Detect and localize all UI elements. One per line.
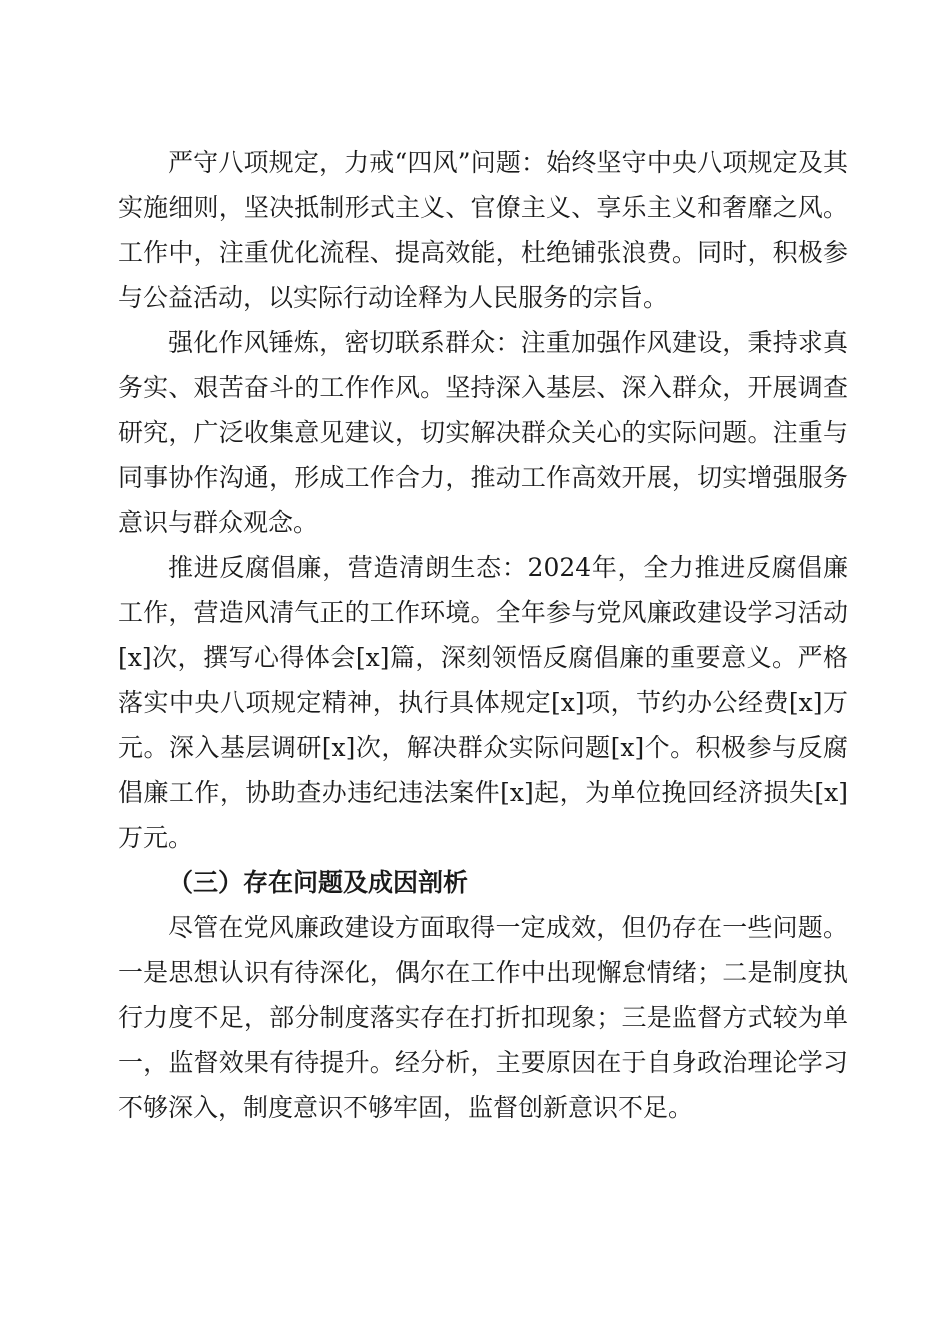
paragraph-work-style: 强化作风锤炼，密切联系群众：注重加强作风建设，秉持求真务实、艰苦奋斗的工作作风。坚持深入基层、深入群众，开展调查研究，广泛收集意见建议，切实解决群众关心的实际问题。注重与同事协作沟通，形成工作合力，推动工作高效开展，切实增强服务意识与群众观念。 xyxy=(118,328,848,537)
paragraph-anti-corruption: 推进反腐倡廉，营造清朗生态：2024年，全力推进反腐倡廉工作，营造风清气正的工作环境。全年参与党风廉政建设学习活动[x]次，撰写心得体会[x]篇，深刻领悟反腐倡廉的重要意义。严格落实中央八项规定精神，执行具体规定[x]项，节约办公经费[x]万元。深入基层调研[x]次，解决群众实际问题[x]个。积极参与反腐倡廉工作，协助查办违纪违法案件[x]起，为单位挽回经济损失[x]万元。 xyxy=(118,553,848,852)
document-body xyxy=(118,140,848,1130)
paragraph-strict-eight-rules: 严守八项规定，力戒“四风”问题：始终坚守中央八项规定及其实施细则，坚决抵制形式主义、官僚主义、享乐主义和奢靡之风。工作中，注重优化流程、提高效能，杜绝铺张浪费。同时，积极参与公益活动，以实际行动诠释为人民服务的宗旨。 xyxy=(118,148,848,312)
paragraph-problems-analysis: 尽管在党风廉政建设方面取得一定成效，但仍存在一些问题。一是思想认识有待深化，偶尔在工作中出现懈怠情绪；二是制度执行力度不足，部分制度落实存在打折扣现象；三是监督方式较为单一，监督效果有待提升。经分析，主要原因在于自身政治理论学习不够深入，制度意识不够牢固，监督创新意识不足。 xyxy=(118,913,848,1122)
section-heading: （三）存在问题及成因剖析 xyxy=(168,868,469,897)
